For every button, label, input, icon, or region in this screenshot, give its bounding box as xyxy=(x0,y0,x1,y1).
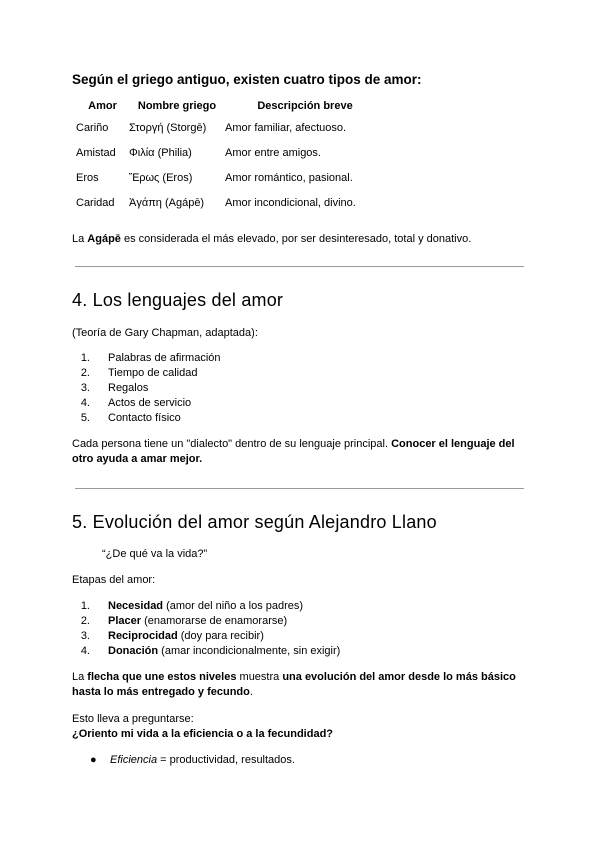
list-item: 1. Palabras de afirmación xyxy=(80,352,221,364)
table-header-row xyxy=(72,96,385,115)
table-row xyxy=(72,140,385,165)
table-cell: Eros xyxy=(76,171,99,184)
section-5-title: 5. Evolución del amor según Alejandro Llano xyxy=(72,512,437,532)
life-quote: “¿De qué va la vida?” xyxy=(102,548,208,560)
table-cell: Caridad xyxy=(76,196,115,209)
list-item: 5. Contacto físico xyxy=(80,412,181,424)
table-cell: Amistad xyxy=(76,146,116,159)
table-row xyxy=(72,115,385,140)
list-item: 4. Donación (amar incondicionalmente, sin exigir) xyxy=(80,645,341,657)
list-item: 3. Regalos xyxy=(80,382,149,394)
list-item: 2. Placer (enamorarse de enamorarse) xyxy=(80,615,288,627)
love-languages-closing: Cada persona tiene un "dialecto" dentro de su lenguaje principal. Conocer el lenguaje del otro ayuda a amar mejor. xyxy=(72,438,515,465)
question-lead: Esto lleva a preguntarse: xyxy=(72,713,194,725)
section-divider xyxy=(75,266,524,267)
table-cell: Amor romántico, pasional. xyxy=(225,171,353,184)
bullet-item: ● Eficiencia = productividad, resultados. xyxy=(90,754,295,766)
list-item: 3. Reciprocidad (doy para recibir) xyxy=(80,630,264,642)
table-cell: Cariño xyxy=(76,121,109,134)
list-item: 4. Actos de servicio xyxy=(80,397,192,409)
bullet-dot-icon: ● xyxy=(90,754,97,766)
section-4-subtitle: (Teoría de Gary Chapman, adaptada): xyxy=(72,327,258,339)
column-header: Amor xyxy=(88,99,117,112)
table-cell: Amor incondicional, divino. xyxy=(225,196,356,209)
list-item: 1. Necesidad (amor del niño a los padres) xyxy=(80,600,304,612)
table-row xyxy=(72,165,385,190)
table-cell: Ἔρως (Eros) xyxy=(129,171,193,184)
table-cell: Στοργή (Storgē) xyxy=(129,121,207,134)
table-row xyxy=(72,190,385,215)
love-types-table xyxy=(72,96,385,215)
section-divider xyxy=(75,488,524,489)
table-cell: Amor familiar, afectuoso. xyxy=(225,121,347,134)
section-4-title: 4. Los lenguajes del amor xyxy=(72,290,284,310)
table-cell: Φιλία (Philia) xyxy=(129,146,192,159)
love-languages-list xyxy=(72,351,221,426)
column-header: Nombre griego xyxy=(137,99,217,112)
table-cell: Amor entre amigos. xyxy=(225,146,321,159)
stages-label: Etapas del amor: xyxy=(72,574,156,586)
column-header: Descripción breve xyxy=(257,99,353,112)
key-question: ¿Oriento mi vida a la eficiencia o a la fecundidad? xyxy=(72,728,334,740)
love-types-heading: Según el griego antiguo, existen cuatro tipos de amor: xyxy=(72,72,422,87)
table-cell: Ἀγάπη (Agápē) xyxy=(129,196,205,209)
list-item: 2. Tiempo de calidad xyxy=(80,367,198,379)
agape-note: La Agápē es considerada el más elevado, por ser desinteresado, total y donativo. xyxy=(72,233,472,245)
love-stages-list xyxy=(72,599,340,659)
evolution-arrow-note: La flecha que une estos niveles muestra una evolución del amor desde lo más básico hasta lo más entregado y fecundo. xyxy=(72,671,516,698)
